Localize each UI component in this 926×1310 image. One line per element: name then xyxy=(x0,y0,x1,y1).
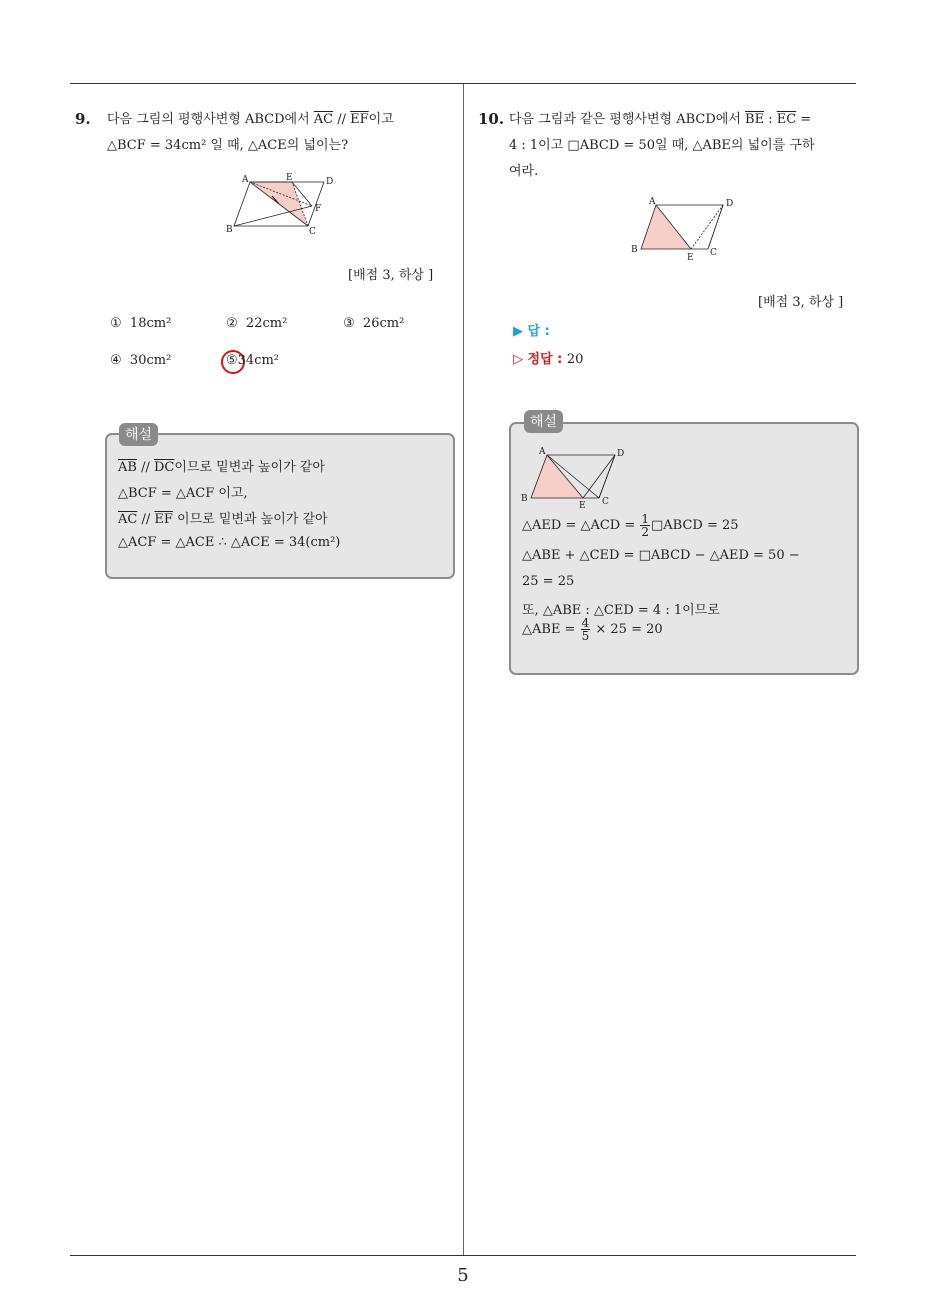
q9-choice-5[interactable] xyxy=(226,353,279,368)
correct-answer xyxy=(513,348,583,367)
q9-explanation-box xyxy=(105,433,455,579)
choice-text: 22cm² xyxy=(245,316,288,331)
exp-label-d: D xyxy=(617,449,625,459)
q10-exp-line2: △ABE + △CED = □ABCD − △AED = 50 − xyxy=(522,548,800,563)
q9-choice-1[interactable] xyxy=(110,316,171,331)
q10-line3: 여라. xyxy=(509,164,539,179)
q9-label-f: F xyxy=(315,204,322,214)
fraction-four-fifths xyxy=(581,617,591,642)
fraction-half xyxy=(640,513,650,538)
q10-label-d: D xyxy=(726,199,734,209)
q10-line1-b: = xyxy=(796,112,812,127)
seg-ac: $\overline{AC}$ xyxy=(118,512,138,527)
q10-line1 xyxy=(509,107,815,133)
exp-text: 이므로 밑변과 높이가 같아 xyxy=(174,460,325,475)
frac-num: 1 xyxy=(641,512,650,526)
exp-line-dc xyxy=(599,455,615,498)
exp-text: △AED = △ACD = xyxy=(522,518,640,533)
q9-parallel: // xyxy=(333,112,351,127)
q10-label-a: A xyxy=(649,197,656,207)
parallel: // xyxy=(137,512,155,527)
q10-line1-a: 다음 그림과 같은 평행사변형 ABCD에서 xyxy=(509,112,746,127)
q9-line1 xyxy=(107,107,394,133)
exp-label-e: E xyxy=(579,501,586,509)
q10-label-e: E xyxy=(687,253,694,261)
q9-seg-ac: $\overline{AC}$ xyxy=(313,112,334,127)
q10-seg-ec: $\overline{EC}$ xyxy=(776,112,797,127)
q10-exp-line4: 또, △ABE : △CED = 4 : 1이므로 xyxy=(522,603,720,618)
q9-exp-line2: △BCF = △ACF 이고, xyxy=(118,486,248,501)
q10-exp-line3: 25 = 25 xyxy=(522,574,575,589)
parallel: // xyxy=(136,460,154,475)
q10-explanation-tag: 해설 xyxy=(524,410,563,433)
q9-line2: △BCF = 34cm² 일 때, △ACE의 넓이는? xyxy=(107,138,349,153)
q9-exp-line3 xyxy=(118,508,328,527)
q9-text xyxy=(107,107,394,159)
q10-number: 10. xyxy=(478,110,505,128)
choice-text: 26cm² xyxy=(362,316,405,331)
q9-choice-4[interactable] xyxy=(110,353,171,368)
choice-text: 18cm² xyxy=(129,316,172,331)
q10-colon: : xyxy=(764,112,777,127)
q10-exp-line1 xyxy=(522,513,739,538)
q10-seg-be: $\overline{BE}$ xyxy=(745,112,765,127)
choice-mark: ② xyxy=(226,316,238,331)
q9-line1-a: 다음 그림의 평행사변형 ABCD에서 xyxy=(107,112,314,127)
choice-mark: ④ xyxy=(110,353,122,368)
exp-text: 이므로 밑변과 높이가 같아 xyxy=(172,512,328,527)
q9-explanation-tag: 해설 xyxy=(119,423,158,446)
q9-label-a: A xyxy=(242,175,249,185)
frac-den: 2 xyxy=(641,525,650,539)
page-number: 5 xyxy=(457,1265,469,1286)
q9-number: 9. xyxy=(75,110,91,128)
q9-exp-line1 xyxy=(118,456,325,475)
choice-text: 34cm² xyxy=(237,353,280,368)
q9-choice-2[interactable] xyxy=(226,316,287,331)
q9-figure xyxy=(222,170,342,240)
q9-label-b: B xyxy=(226,225,233,235)
choice-text: 30cm² xyxy=(129,353,172,368)
bottom-rule xyxy=(70,1255,856,1256)
q9-label-c: C xyxy=(309,227,316,237)
q9-label-d: D xyxy=(326,177,334,187)
seg-dc: $\overline{DC}$ xyxy=(153,460,175,475)
seg-ab: $\overline{AB}$ xyxy=(118,460,137,475)
frac-num: 4 xyxy=(581,616,590,630)
exp-text: × 25 = 20 xyxy=(591,622,663,637)
exp-label-c: C xyxy=(602,497,609,507)
q10-figure xyxy=(628,193,740,261)
q10-label-b: B xyxy=(631,245,638,255)
column-divider xyxy=(463,84,464,1255)
exp-text: □ABCD = 25 xyxy=(651,518,739,533)
exp-line-de xyxy=(583,455,615,498)
q9-label-e: E xyxy=(286,173,293,183)
q10-explanation-figure xyxy=(518,443,628,509)
q9-seg-ef: $\overline{EF}$ xyxy=(350,112,369,127)
exp-label-a: A xyxy=(539,447,546,457)
seg-ef: $\overline{EF}$ xyxy=(154,512,173,527)
q9-choice-3[interactable] xyxy=(343,316,404,331)
choice-mark: ① xyxy=(110,316,122,331)
q9-exp-line4: △ACF = △ACE ∴ △ACE = 34(cm²) xyxy=(118,535,341,550)
q10-exp-line5 xyxy=(522,617,663,642)
q9-line1-b: 이고 xyxy=(368,112,394,127)
q10-line2: 4 : 1이고 □ABCD = 50일 때, △ABE의 넓이를 구하 xyxy=(509,138,815,153)
q9-score: [배점 3, 하상 ] xyxy=(348,268,434,283)
answer-label: ▶ 답 : xyxy=(513,324,550,339)
q10-score: [배점 3, 하상 ] xyxy=(758,295,844,310)
correct-label: ▷ 정답 : xyxy=(513,352,563,367)
choice-mark: ⑤ xyxy=(226,353,238,368)
q10-label-c: C xyxy=(710,248,717,258)
q10-text xyxy=(509,107,815,185)
exp-text: △ABE = xyxy=(522,622,580,637)
choice-mark: ③ xyxy=(343,316,355,331)
correct-value: 20 xyxy=(566,352,584,367)
frac-den: 5 xyxy=(581,629,590,643)
exp-label-b: B xyxy=(521,494,528,504)
q10-line-de xyxy=(691,205,723,249)
